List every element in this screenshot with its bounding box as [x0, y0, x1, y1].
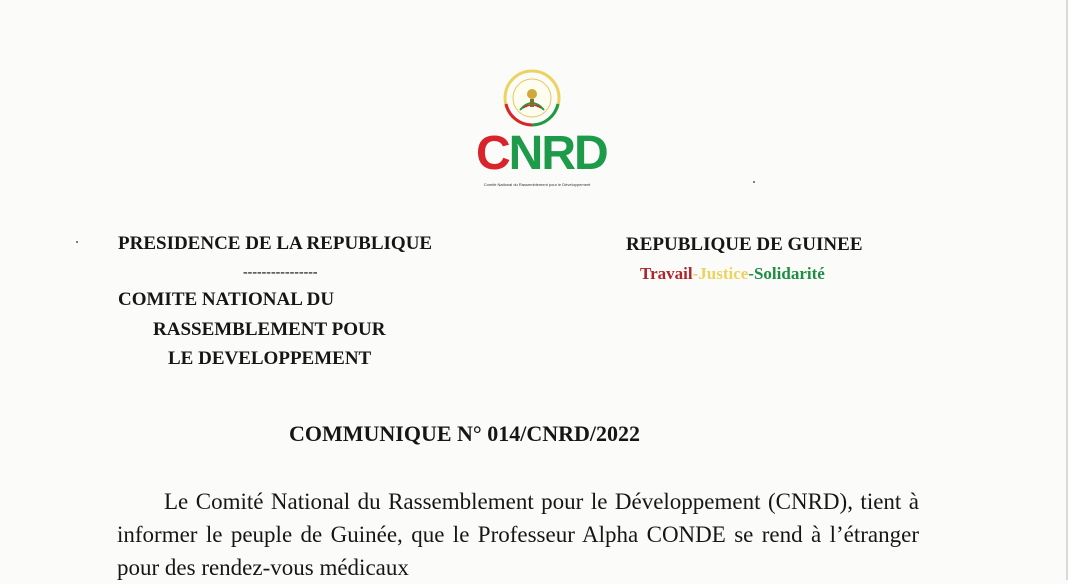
logo-tagline: Comité National du Rassemblement pour le Développement: [483, 182, 591, 187]
cnrd-logo: [470, 66, 607, 198]
wordmark-nrd: NRD: [508, 127, 607, 180]
motto-justice: Justice: [698, 264, 749, 283]
motto-solidarite: Solidarité: [753, 264, 825, 283]
header-separator: ----------------: [243, 265, 318, 280]
presidence-heading: PRESIDENCE DE LA REPUBLIQUE: [118, 233, 433, 254]
wordmark-c: C: [476, 127, 509, 180]
republique-heading: REPUBLIQUE DE GUINEE: [626, 234, 863, 255]
cnrd-wordmark: [476, 126, 607, 182]
motto-separator-2: -: [748, 264, 754, 283]
motto-separator-1: -: [692, 264, 699, 283]
scan-speck: [753, 181, 755, 183]
communique-body: [117, 485, 919, 584]
motto-travail: Travail: [640, 264, 693, 283]
comite-line-1: COMITE NATIONAL DU: [118, 289, 335, 310]
body-paragraph: Le Comité National du Rassemblement pour le Développement (CNRD), tient à informer le peuple de Guinée, que le Professeur Alpha CONDE se rend à l’étranger pour des rendez-vous médicaux: [117, 489, 919, 580]
comite-line-2: RASSEMBLEMENT POUR: [153, 319, 386, 340]
scan-speck: [76, 241, 78, 243]
comite-line-3: LE DEVELOPPEMENT: [168, 348, 372, 369]
national-motto: [640, 264, 825, 284]
communique-title: COMMUNIQUE N° 014/CNRD/2022: [289, 421, 641, 446]
